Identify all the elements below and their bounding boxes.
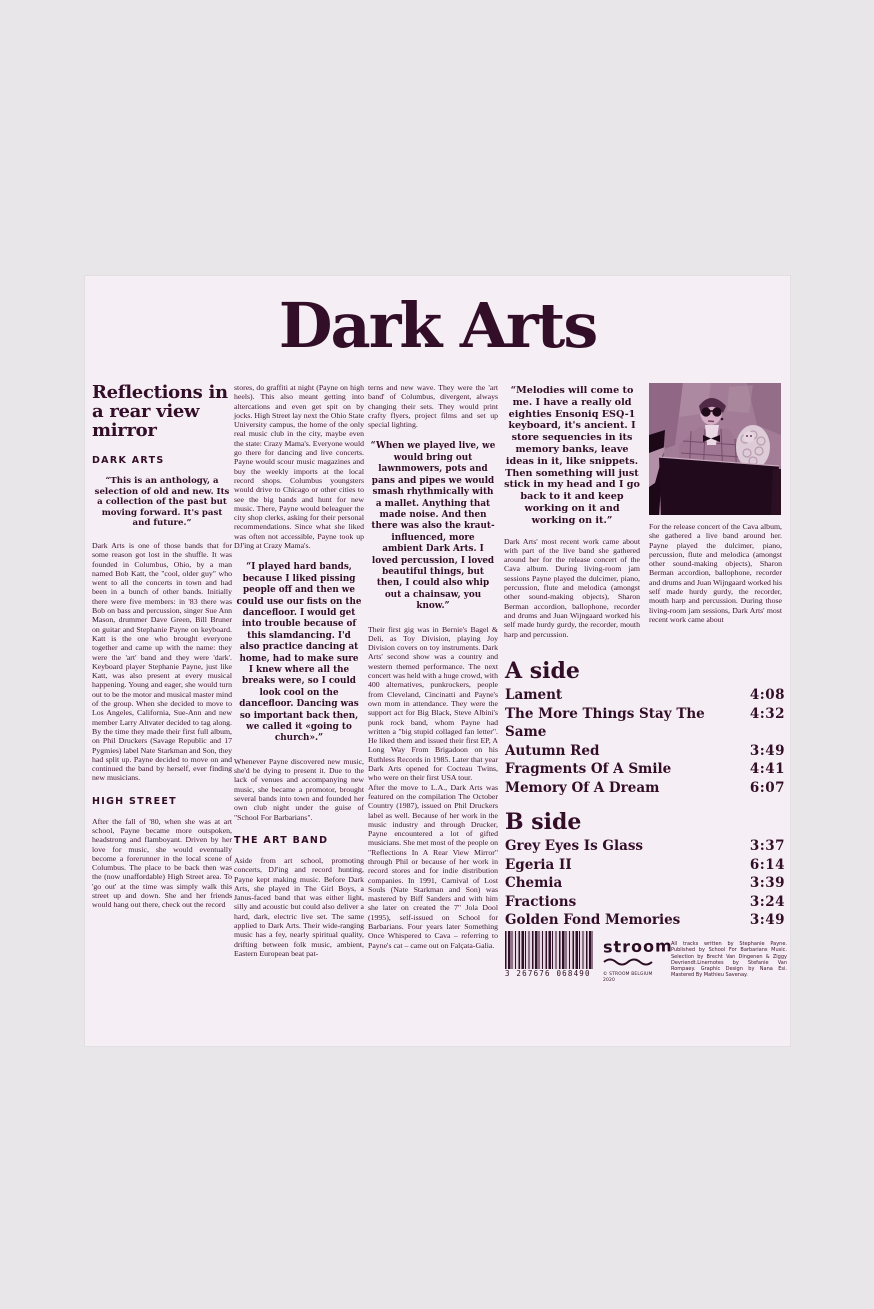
track-title: Fragments Of A Smile bbox=[505, 761, 672, 777]
text-column-2 bbox=[234, 383, 364, 958]
pull-quote-played-live: “When we played live, we would bring out lawnmowers, pots and pans and pipes we would smash rhythmically with a mallet. Anything that made noise. And then there was also the kraut-influenced, more ambient Dark Arts. I loved percussion, I loved beautiful things, but then, I could also whip out a chainsaw, you know.” bbox=[370, 441, 496, 612]
section-heading-art-band: THE ART BAND bbox=[234, 834, 329, 846]
track-title: Fractions bbox=[505, 893, 577, 910]
paragraph-recent-work: Dark Arts' most recent work came about with part of the live band she gathered around her for the release concert of the Cava album. During living-room jam sessions Payne played the dulcimer, piano, percussion, flute and melodica (amongst other sound-making objects), Sharon Berman accordion, ballophone, recorder and drums and Juan Wijngaard worked his self made hurdy gurdy, the recorder, mouth harp and percussion. bbox=[504, 536, 640, 639]
track-duration: 3:37 bbox=[749, 838, 785, 854]
track-duration: 4:08 bbox=[749, 687, 785, 703]
paragraph-art-band: Aside from art school, promoting concerts, DJ'ing and record hunting, Payne kept making music. Before Dark Arts, she played in The Girl Boys, a Janus-faced band that was either light, silly and acoustic but could also deliver a hard, dark, electric live set. The same applied to Dark Arts. Their wide-ranging music has a fey, nearly spiritual quality, drifting between folk music, ambient, Eastern European beat pat- bbox=[234, 855, 364, 958]
text-column-4 bbox=[504, 383, 640, 639]
pull-quote-melodies: “Melodies will come to me. I have a really old eighties Ensoniq ESQ-1 keyboard, it's ancient. I store sequencies in its memory banks, leave ideas in it, like snippets. Then something will just stick in my head and I go back to it and keep working on it and working on it.” bbox=[504, 385, 640, 526]
photo-caption: For the release concert of the Cava album, she gathered a live band around her. Payne played the dulcimer, piano, percussion, flute and melodica (amongst other sound-making objects), Sharon Berman accordion, ballophone, recorder and drums and Juan Wijngaard worked his self made hurdy gurdy, the recorder, mouth harp and percussion. During those living-room jam sessions, Dark Arts' most recent work came about bbox=[649, 522, 782, 624]
barcode bbox=[505, 931, 595, 978]
band-photo bbox=[649, 383, 781, 515]
track-title: Golden Fond Memories bbox=[505, 912, 681, 928]
section-heading-high-street: HIGH STREET bbox=[92, 795, 177, 807]
track-title: Egeria II bbox=[505, 856, 572, 873]
pull-quote-hard-bands: “I played hard bands, because I liked pissing people off and then we could use our fists on the dancefloor. I would get into trouble because of this slamdancing. I'd also practice dancing at home, had to make sure I knew where all the breaks were, so I could look cool on the dancefloor. Dancing was so important back then, we called it «going to church».” bbox=[236, 562, 362, 744]
text-column-3 bbox=[368, 383, 498, 950]
track-title: Grey Eyes Is Glass bbox=[505, 838, 644, 854]
track-duration: 6:07 bbox=[749, 779, 785, 796]
track-row bbox=[505, 779, 785, 798]
wave-line-icon bbox=[603, 957, 657, 967]
stroom-logo: stroom bbox=[602, 936, 673, 957]
track-row bbox=[505, 856, 785, 875]
track-row bbox=[505, 911, 785, 930]
album-title: Dark Arts bbox=[278, 289, 597, 362]
track-row bbox=[505, 686, 785, 705]
a-side-label: A side bbox=[505, 658, 580, 684]
track-row bbox=[505, 874, 785, 893]
label-copyright: © STROOM BELGIUM 2020 bbox=[603, 972, 653, 983]
liner-notes-headline: Reflections in a rear view mirror bbox=[92, 382, 228, 441]
paragraph-promotor: Whenever Payne discovered new music, she'd be dying to present it. Due to the lack of venues and accompanying new music, she became a promotor, brought several bands into town and founded her own club night under the guise of "School For Barbarians". bbox=[234, 756, 364, 822]
release-info-row bbox=[505, 931, 787, 993]
barcode-bars-icon bbox=[505, 931, 593, 969]
a-side-tracklist bbox=[505, 659, 785, 797]
record-label-block bbox=[602, 931, 673, 984]
b-side-label: B side bbox=[505, 809, 582, 835]
track-duration: 3:49 bbox=[749, 912, 785, 928]
track-title: Chemia bbox=[505, 875, 563, 891]
band-photo-illustration bbox=[649, 383, 781, 515]
paragraph-band-origin: Dark Arts is one of those bands that for some reason got lost in the shuffle. It was founded in Columbus, Ohio, by a man named Bob Katt, the "cool, older guy" who went to all the concerts in town and had been in a bunch of other bands. Initially there were five members: in '83 there was Bob on bass and percussion, singer Sue Ann Mason, drummer Dave Green, Bill Bruner on guitar and Stephanie Payne on keyboard. Katt is the one who brought everyone together and came up with the name: they were the 'art' band and they were 'dark'. Keyboard player Stephanie Payne, just like Katt, was also present at every musical happening. Young and eager, she would turn out to be the motor and musical master mind of the group. When she decided to move to Los Angeles, California, Sue-Ann and new member Larry Altvater decided to tag along. By the time they made their first full album, on Phil Druckers (Savage Republic and 17 Pygmies) label Nate Starkman and Son, they had split up. Payne decided to move on and continued the band by herself, ever finding new musicians. bbox=[92, 540, 232, 783]
track-row bbox=[505, 742, 785, 761]
track-title: Autumn Red bbox=[505, 742, 600, 759]
track-row bbox=[505, 893, 785, 912]
paragraph-record-stores: stores, do graffiti at night (Payne on high heels). This also meant getting into altercations and even get spit on by jocks. High Street lay next the Ohio State University campus, the home of the only real music club in the city, maybe even the state: Crazy Mama's. Everyone would go there for dancing and live concerts. Payne would scour music magazines and buy the weekly imports at the local record shops. Columbus youngsters would drive to Chicago or other cities to see the big bands and hunt for new music. There, Payne would beleaguer the city shop clerks, asking for their personal recommendations. Since what she liked was often not accessible, Payne took up DJ'ing at Crazy Mama's. bbox=[234, 383, 365, 551]
album-back-cover bbox=[85, 276, 790, 1046]
text-column-1 bbox=[92, 383, 232, 910]
paragraph-first-gig: Their first gig was in Bernie's Bagel & Deli, as Toy Division, playing Joy Division covers on toy instruments. Dark Arts' second show was a country and western themed performance. The next concert was held with a huge crowd, with 400 alternatives, punkrockers, people from Cleveland, Cincinatti and Payne's own mom in attendance. They were the support act for Big Black, Steve Albini's punk rock band, whom Payne had written a "big stupid collaged fan letter". He liked them and issued their first EP, A Long Way From Brigadoon on his Ruthless Records in 1985. Later that year Dark Arts opened for Cocteau Twins, who were on their first USA tour. bbox=[368, 624, 498, 783]
pull-quote-anthology: “This is an anthology, a selection of old and new. Its a collection of the past but moving forward. It's past and future.” bbox=[94, 476, 230, 529]
barcode-digits: 3 267676 068490 bbox=[505, 969, 591, 978]
track-title: Memory Of A Dream bbox=[505, 779, 660, 796]
track-duration: 4:32 bbox=[749, 705, 785, 722]
track-duration: 6:14 bbox=[749, 856, 785, 873]
track-title: Lament bbox=[505, 687, 563, 703]
paragraph-new-wave: terns and new wave. They were the 'art band' of Columbus, divergent, always changing their sets. They would print crafty flyers, project films and set up special lighting. bbox=[368, 383, 498, 430]
photo-column bbox=[649, 383, 782, 624]
track-title: The More Things Stay The Same bbox=[505, 705, 705, 740]
track-row bbox=[505, 760, 785, 779]
tracklist bbox=[505, 659, 785, 930]
b-side-tracklist bbox=[505, 810, 785, 930]
track-duration: 3:49 bbox=[749, 742, 785, 759]
credits-text: All tracks written by Stephanie Payne. Published by School For Barbarians Music. Selection by Brecht Van Dingenen & Ziggy Devriendt.Linernotes by Stefanie Van Rompaey. Graphic Design by Nana Esi. Mastered By Mathieu Savenay. bbox=[671, 941, 787, 979]
paragraph-la-move: After the move to L.A., Dark Arts was featured on the compilation The October Country (1987), issued on Phil Druckers label as well. Because of her work in the music industry and through Drucker, Payne encountered a lot of gifted musicians. She met most of the people on "Reflections In A Rear View Mirror" through Phil or because of her work in record stores and for indie distribution companies. In 1991, Carnival of Lost Souls (Nate Starkman and Son) was mastered by Biff Sanders and with him she later on created the 7" Jola Dool (1995), self-issued on School for Barbarians. Four years later Something Once Whispered to Cava – referring to Payne's cat – came out on Falçata-Galia. bbox=[368, 782, 498, 950]
track-duration: 4:41 bbox=[749, 761, 785, 777]
track-duration: 3:39 bbox=[749, 875, 785, 891]
track-row bbox=[505, 837, 785, 856]
track-row bbox=[505, 705, 785, 742]
track-duration: 3:24 bbox=[749, 893, 785, 910]
section-heading-dark-arts: DARK ARTS bbox=[92, 455, 165, 466]
paragraph-high-street: After the fall of '80, when she was at art school, Payne became more outspoken, headstrong and flamboyant. Driven by her love for music, she would eventually become a forerunner in the local scene of Columbus. The place to be back then was the (now unaffordable) High Street area. To 'go out' at the time was simply walk this street up and down. She and her friends would hang out there, check out the record bbox=[92, 816, 232, 910]
